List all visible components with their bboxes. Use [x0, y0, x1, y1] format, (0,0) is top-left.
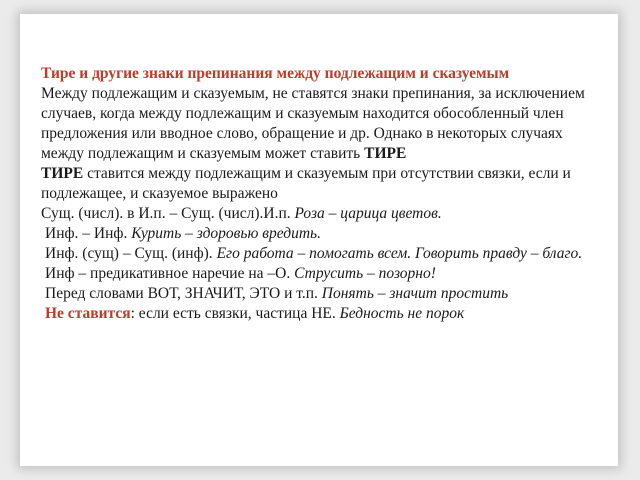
case-line-5 — [41, 284, 607, 304]
case-line-3 — [41, 244, 607, 264]
case-line-2 — [41, 224, 607, 244]
intro-paragraph — [41, 84, 607, 164]
case-example: Курить – здоровью вредить. — [131, 225, 321, 242]
case-pattern: Сущ. (числ). в И.п. – Сущ. (числ).И.п. — [41, 205, 295, 222]
intro-bold-term: ТИРЕ — [364, 145, 407, 162]
slide-title — [41, 64, 607, 84]
rule-bold-term: ТИРЕ — [41, 165, 84, 182]
slide — [20, 14, 618, 466]
not-placed-text: : если есть связки, частица НЕ. — [130, 305, 340, 322]
rule-text: ставится между подлежащим и сказуемым при отсутствии связки, если и подлежащее, и сказуемое выражено — [41, 165, 571, 202]
not-placed-label: Не ставится — [45, 305, 131, 322]
case-example: Струсить – позорно! — [294, 265, 436, 282]
case-line-1 — [41, 204, 607, 224]
case-pattern: Инф. (сущ) – Сущ. (инф). — [45, 245, 217, 262]
case-example: Понять – значит простить — [321, 285, 509, 302]
case-pattern: Инф. – Инф. — [45, 225, 132, 242]
slide-title-text: Тире и другие знаки препинания между подлежащим и сказуемым — [41, 65, 510, 82]
case-pattern: Инф – предикативное наречие на –О. — [45, 265, 295, 282]
slide-content — [41, 64, 607, 324]
rule-paragraph — [41, 164, 607, 204]
case-example: Роза – царица цветов. — [294, 205, 442, 222]
not-placed-line — [41, 304, 607, 324]
case-pattern: Перед словами ВОТ, ЗНАЧИТ, ЭТО и т.п. — [45, 285, 322, 302]
intro-text: Между подлежащим и сказуемым, не ставятся знаки препинания, за исключением случаев, когда между подлежащим и сказуемым находится обособленный член предложения или вводное слово, обращение и др. Однако в некоторых случаях между подлежащим и сказуемым может ставить — [41, 85, 585, 162]
case-line-4 — [41, 264, 607, 284]
not-placed-example: Бедность не порок — [339, 305, 465, 322]
case-example: Его работа – помогать всем. Говорить правду – благо. — [216, 245, 583, 262]
